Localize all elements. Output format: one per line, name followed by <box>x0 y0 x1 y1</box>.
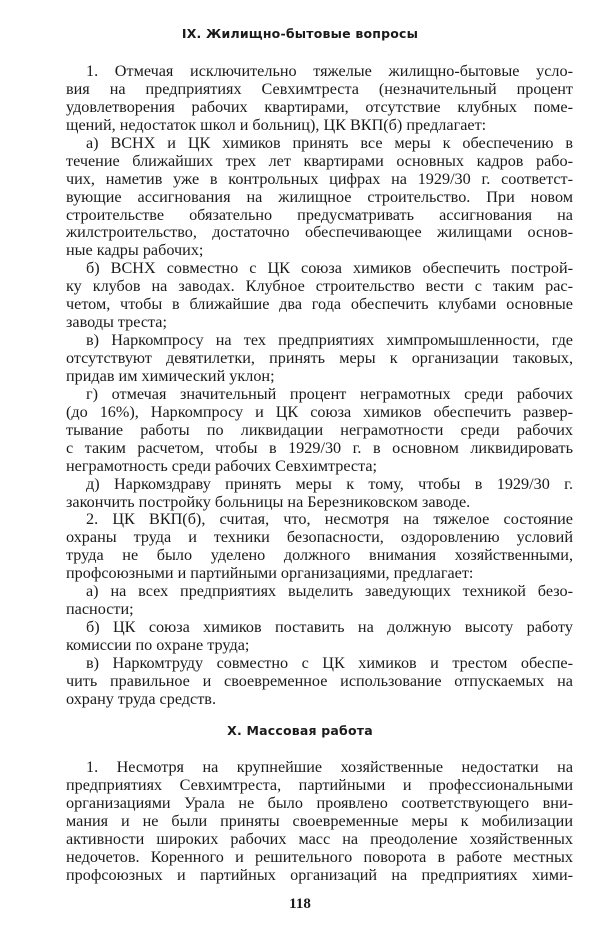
text-line: ку клубов на заводах. Клубное строительство вести с таким рас- <box>66 277 573 296</box>
text-line: заводы треста; <box>66 313 167 332</box>
text-line: в) Наркомтруду совместно с ЦК химиков и трестом обеспе- <box>86 653 573 672</box>
text-line: щений, недостаток школ и больниц), ЦК ВКП(б) предлагает: <box>66 115 487 134</box>
text-line: недочетов. Коренного и решительного поворота в работе местных <box>66 847 573 866</box>
text-line: ные кадры рабочих; <box>66 241 204 260</box>
text-line: закончить постройку больницы на Березниковском заводе. <box>66 492 471 511</box>
text-line: четом, чтобы в ближайшие два года обеспечить клубами основные <box>66 295 573 314</box>
text-line: строительстве обязательно предусматривать ассигнования на <box>66 205 573 224</box>
text-line: охрану труда средств. <box>66 689 216 708</box>
text-line: профсоюзными и партийными организациями, предлагает: <box>66 564 474 583</box>
text-line: жилстроительство, достаточно обеспечивающее жилищами основ- <box>66 223 573 242</box>
text-line: отсутствуют девятилетки, принять меры к организации таковых, <box>66 349 573 367</box>
text-line: течение ближайших трех лет квартирами основных кадров рабо- <box>66 151 573 170</box>
text-line: пасности; <box>66 600 134 619</box>
text-line: вия на предприятиях Севхимтреста (незначительный процент <box>66 79 573 98</box>
text-line: (до 16%), Наркомпросу и ЦК союза химиков обеспечить развер- <box>66 402 573 421</box>
text-line: 2. ЦК ВКП(б), считая, что, несмотря на тяжелое состояние <box>86 510 573 529</box>
text-line: чить правильное и своевременное использование отпускаемых на <box>66 671 573 690</box>
text-line: активности широких рабочих масс на преодоление хозяйственных <box>66 829 573 848</box>
text-line: удовлетворения рабочих квартирами, отсутствие клубных поме- <box>66 97 573 116</box>
text-line: профсоюзных и партийных организаций на предприятиях хими- <box>66 865 573 884</box>
text-line: чих, наметив уже в контрольных цифрах на 1929/30 г. соответст- <box>66 169 573 188</box>
text-line: 1. Несмотря на крупнейшие хозяйственные недостатки на <box>86 758 573 776</box>
section-heading-ix: IX. Жилищно-бытовые вопросы <box>181 26 419 41</box>
section-ix-body <box>66 63 573 709</box>
text-line: б) ВСНХ совместно с ЦК союза химиков обеспечить построй- <box>86 259 573 278</box>
text-line: 1. Отмечая исключительно тяжелые жилищно-бытовые усло- <box>86 62 573 80</box>
text-line: мания и не были приняты своевременные меры к мобилизации <box>66 811 573 830</box>
text-line: вующие ассигнования на жилищное строительство. При новом <box>66 187 573 206</box>
text-line: д) Наркомздраву принять меры к тому, чтобы в 1929/30 г. <box>86 474 573 493</box>
text-line: б) ЦК союза химиков поставить на должную высоту работу <box>86 618 573 637</box>
text-line: с таким расчетом, чтобы в 1929/30 г. в основном ликвидировать <box>66 438 573 457</box>
text-line: труда не было уделено должного внимания хозяйственными, <box>66 546 573 565</box>
text-line: предприятиях Севхимтреста, партийными и профессиональными <box>66 775 573 794</box>
text-line: организациями Урала не было проявлено соответствующего вни- <box>66 793 573 812</box>
text-line: охраны труда и техники безопасности, оздоровлению условий <box>66 528 573 547</box>
text-line: комиссии по охране труда; <box>66 636 250 654</box>
text-line: а) ВСНХ и ЦК химиков принять все меры к обеспечению в <box>86 133 573 152</box>
text-line: придав им химический уклон; <box>66 366 275 385</box>
text-line: неграмотность среди рабочих Севхимтреста; <box>66 456 378 475</box>
text-line: в) Наркомпросу на тех предприятиях химпромышленности, где <box>86 331 573 350</box>
text-line: г) отмечая значительный процент неграмотных среди рабочих <box>86 384 573 403</box>
section-x-body <box>66 759 573 885</box>
text-line: а) на всех предприятиях выделить заведующих техникой безо- <box>86 582 573 601</box>
page-number: 118 <box>289 896 311 912</box>
text-line: тывание работы по ликвидации неграмотности среди рабочих <box>66 420 573 439</box>
section-heading-x: X. Массовая работа <box>227 723 373 738</box>
